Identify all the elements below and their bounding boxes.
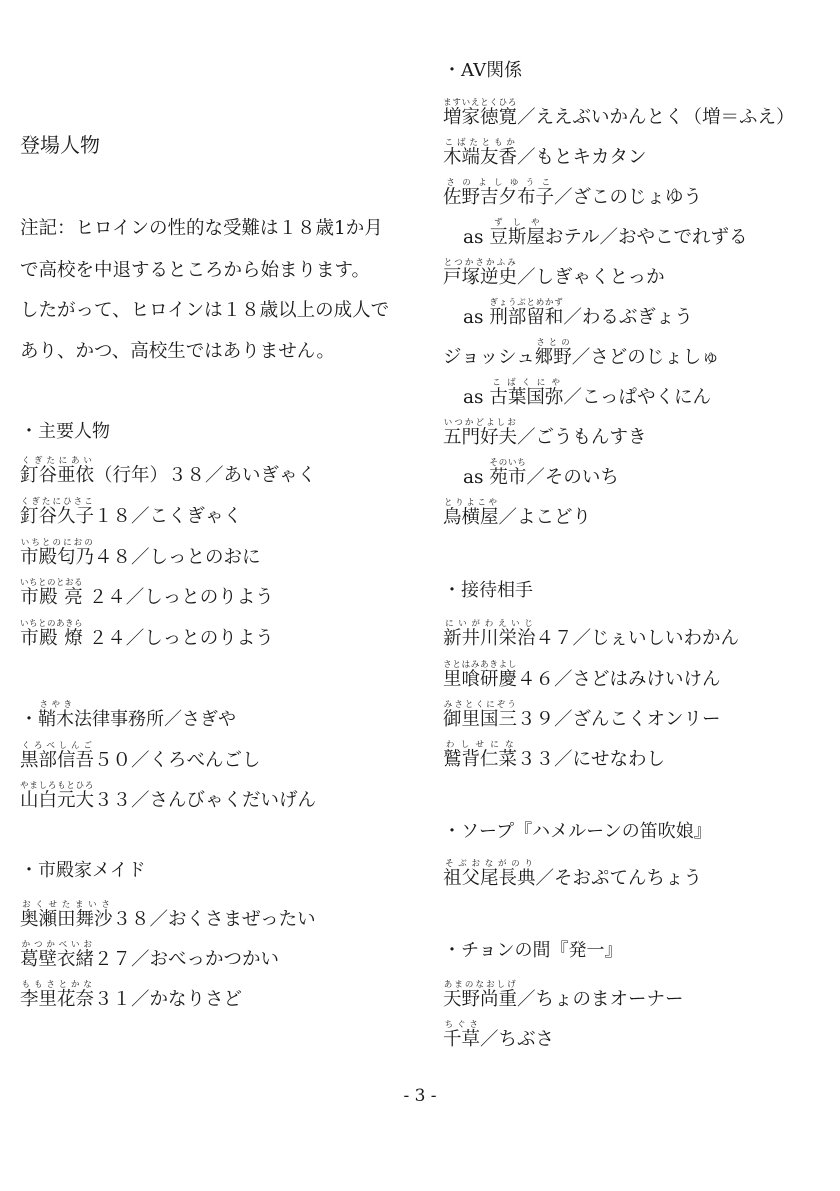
character-name: 鳥横屋とりよこや xyxy=(443,498,499,528)
character-name: 市殿 燎いちとのあきら xyxy=(20,619,84,649)
character-entry xyxy=(20,538,261,568)
character-desc: ５０／くろべんごし xyxy=(94,750,261,771)
character-entry xyxy=(443,98,795,128)
character-entry xyxy=(443,1020,555,1050)
character-entry xyxy=(20,900,316,930)
character-entry xyxy=(20,741,261,771)
character-name: 新井川栄治にいがわえいじ xyxy=(443,619,536,649)
character-entry xyxy=(20,456,317,486)
character-desc: ／そのいち xyxy=(526,467,619,488)
character-desc: ３３／さんびゃくだいげん xyxy=(94,790,317,811)
notice-line-3: したがって、ヒロインは１８歳以上の成人で xyxy=(20,300,390,321)
character-entry xyxy=(443,859,703,889)
notice-line-2: で高校を中退するところから始まります。 xyxy=(20,260,371,281)
character-alias: as 刑部留和ぎょうぶとめかず／わるぶぎょう xyxy=(463,298,693,328)
character-name: 戸塚逆史とつかさかふみ xyxy=(443,258,518,288)
character-desc: ３９／ざんこくオンリー xyxy=(517,709,721,730)
character-alias: as 豆斯屋ずしやおテル／おやこでれずる xyxy=(463,218,748,248)
character-entry xyxy=(443,980,684,1010)
character-desc: ／よこどり xyxy=(498,507,592,528)
character-entry xyxy=(443,178,703,208)
character-desc: ３１／かなりさど xyxy=(94,989,243,1010)
character-name: 苑市そのいち xyxy=(489,458,527,488)
character-name: 鷲背仁菜わしせにな xyxy=(443,740,518,770)
character-name: 祖父尾長典そぶおながのり xyxy=(443,859,536,889)
character-name: 李里花奈ももさとかな xyxy=(20,980,95,1010)
character-entry xyxy=(20,940,280,970)
heading-chon: ・チョンの間『発一』 xyxy=(443,940,623,961)
character-desc: ／しぎゃくとっか xyxy=(517,267,665,288)
character-name: 豆斯屋ずしや xyxy=(489,218,545,248)
character-desc: ／さどのじょしゅ xyxy=(571,347,720,368)
character-entry: ジョッシュ郷野さとの／さどのじょしゅ xyxy=(443,338,720,368)
character-name: 市殿匂乃いちとのにおの xyxy=(20,538,95,568)
heading-av: ・AV関係 xyxy=(443,60,523,81)
character-entry xyxy=(20,619,274,649)
character-name: 御里国三みさとくにぞう xyxy=(443,700,518,730)
character-desc: （行年）３８／あいぎゃく xyxy=(94,465,317,486)
character-desc: ／ええぶいかんとく（増＝ふえ） xyxy=(517,107,795,128)
heading-guests: ・接待相手 xyxy=(443,580,533,601)
character-entry xyxy=(443,138,647,168)
section-title: 登場人物 xyxy=(20,133,100,157)
character-desc: ／もとキカタン xyxy=(517,147,647,168)
character-desc: ／ちょのまオーナー xyxy=(517,989,684,1010)
character-desc: ３８／おくさまぜったい xyxy=(112,909,316,930)
character-desc: ４７／じぇいしいわかん xyxy=(535,628,740,649)
character-name: 増家徳寛ますいえとくひろ xyxy=(443,98,518,128)
heading-law-office: ・鞘木さやき法律事務所／さぎや xyxy=(20,700,236,730)
character-name: 古葉国弥こばくにや xyxy=(489,378,564,408)
character-name: 釘谷亜依くぎたにあい xyxy=(20,456,95,486)
character-name: 山白元大やましろもとひろ xyxy=(20,781,95,811)
character-name: 木端友香こばたともか xyxy=(443,138,518,168)
character-entry xyxy=(20,497,243,527)
character-alias: as 古葉国弥こばくにや／こっぱやくにん xyxy=(463,378,712,408)
character-entry xyxy=(443,660,721,690)
character-entry xyxy=(20,980,243,1010)
character-name: 釘谷久子くぎたにひさこ xyxy=(20,497,95,527)
character-name: 葛壁衣緒かつかべいお xyxy=(20,940,95,970)
character-name: 天野尚重あまのなおしげ xyxy=(443,980,518,1010)
character-entry xyxy=(20,781,317,811)
character-desc: ４６／さどはみけいけん xyxy=(517,669,721,690)
character-alias: as 苑市そのいち／そのいち xyxy=(463,458,619,488)
character-name: 五門好夫いつかどよしお xyxy=(443,418,518,448)
character-entry xyxy=(443,258,665,288)
heading-maids: ・市殿家メイド xyxy=(20,860,146,881)
notice-line-4: あり、かつ、高校生ではありません。 xyxy=(20,341,335,362)
character-desc: ／ざこのじょゆう xyxy=(554,187,703,208)
character-name: 刑部留和ぎょうぶとめかず xyxy=(489,298,564,328)
heading-main-characters: ・主要人物 xyxy=(20,421,110,442)
page-number: - 3 - xyxy=(403,1086,437,1106)
character-entry xyxy=(443,740,666,770)
character-name: 里喰研慶さとはみあきよし xyxy=(443,660,518,690)
character-desc: ／そおぷてんちょう xyxy=(535,868,703,889)
character-desc: ３３／にせなわし xyxy=(517,749,666,770)
character-desc: ／ちぶさ xyxy=(480,1029,555,1050)
heading-soap: ・ソープ『ハメルーンの笛吹娘』 xyxy=(443,821,712,842)
character-desc: ４８／しっとのおに xyxy=(94,547,261,568)
character-desc: ／こっぱやくにん xyxy=(563,387,712,408)
character-name: 奥瀬田舞沙おくせたまいさ xyxy=(20,900,113,930)
character-entry xyxy=(443,498,592,528)
character-entry xyxy=(443,700,721,730)
character-name: 佐野吉夕布子さのよしゆうこ xyxy=(443,178,555,208)
character-name: 千草ちぐさ xyxy=(443,1020,481,1050)
character-desc: ２７／おべっかつかい xyxy=(94,949,280,970)
character-entry xyxy=(443,619,740,649)
character-desc: １８／こくぎゃく xyxy=(94,506,243,527)
character-name: 郷野さとの xyxy=(534,338,572,368)
notice-line-1: 注記：ヒロインの性的な受難は１８歳1か月 xyxy=(20,218,383,239)
character-desc: おテル／おやこでれずる xyxy=(544,227,748,248)
character-desc: ／わるぶぎょう xyxy=(563,307,693,328)
character-desc: ２４／しっとのりよう xyxy=(82,628,274,649)
character-desc: ２４／しっとのりよう xyxy=(82,587,274,608)
character-name: 市殿 亮いちとのとおる xyxy=(20,578,84,608)
character-desc: ／ごうもんすき xyxy=(517,427,647,448)
character-entry xyxy=(20,578,274,608)
character-entry xyxy=(443,418,647,448)
character-name: 黒部信吾くろべしんご xyxy=(20,741,95,771)
